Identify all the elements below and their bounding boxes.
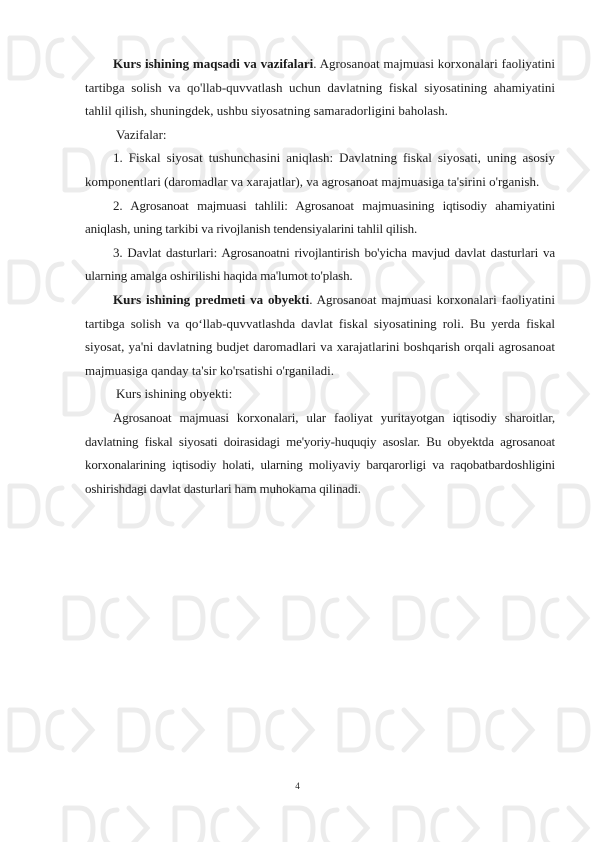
object-label: Kurs ishining obyekti: xyxy=(116,386,233,402)
subject-text: . Agrosanoat majmuasi korxonalari faoliyatini tartibga solish va qo‘llab-quvvatlashda davlat fiskal siyosatining roli. Bu yerda fiskal siyosat, ya'ni davlatning budjet daromadlari va xarajatlarini boshqarish orqali agrosanoat majmuasiga qanday ta'sir ko'rsatishi o'rganiladi. xyxy=(85,291,555,378)
task-item-1: 1. Fiskal siyosat tushunchasini aniqlash: Davlatning fiskal siyosati, uning asosiy komponentlari (daromadlar va xarajatlar), va agrosanoat majmuasiga ta'sirini o'rganish. xyxy=(85,150,555,189)
document-body xyxy=(85,52,555,500)
page-number: 4 xyxy=(295,781,300,791)
task-item-2: 2. Agrosanoat majmuasi tahlili: Agrosanoat majmuasining iqtisodiy ahamiyatini aniqlash, uning tarkibi va rivojlanish tendensiyalarini tahlil qilish. xyxy=(85,197,555,237)
subject-heading: Kurs ishining predmeti va obyekti xyxy=(113,291,310,307)
tasks-label: Vazifalar: xyxy=(116,126,167,142)
task-item-3: 3. Davlat dasturlari: Agrosanoatni rivojlantirish bo'yicha mavjud davlat dasturlari va ularning amalga oshirilishi haqida ma'lumot to'plash. xyxy=(85,244,555,284)
purpose-text: . Agrosanoat majmuasi korxonalari faoliyatini tartibga solish va qo'llab-quvvatlash uchun davlatning fiskal siyosatining ahamiyatini tahlil qilish, shuningdek, ushbu siyosatning samaradorligini baholash. xyxy=(85,56,555,119)
object-paragraph: Agrosanoat majmuasi korxonalari, ular faoliyat yuritayotgan iqtisodiy sharoitlar, davlatning fiskal siyosati doirasidagi me'yoriy-huquqiy asoslar. Bu obyektda agrosanoat korxonalarining iqtisodiy holati, ularning moliyaviy barqarorligi va raqobatbardoshligini oshirishdagi davlat dasturlari ham muhokama qilinadi. xyxy=(85,409,555,496)
purpose-paragraph xyxy=(85,52,555,123)
subject-paragraph xyxy=(85,288,555,382)
purpose-heading: Kurs ishining maqsadi va vazifalari xyxy=(113,56,314,71)
